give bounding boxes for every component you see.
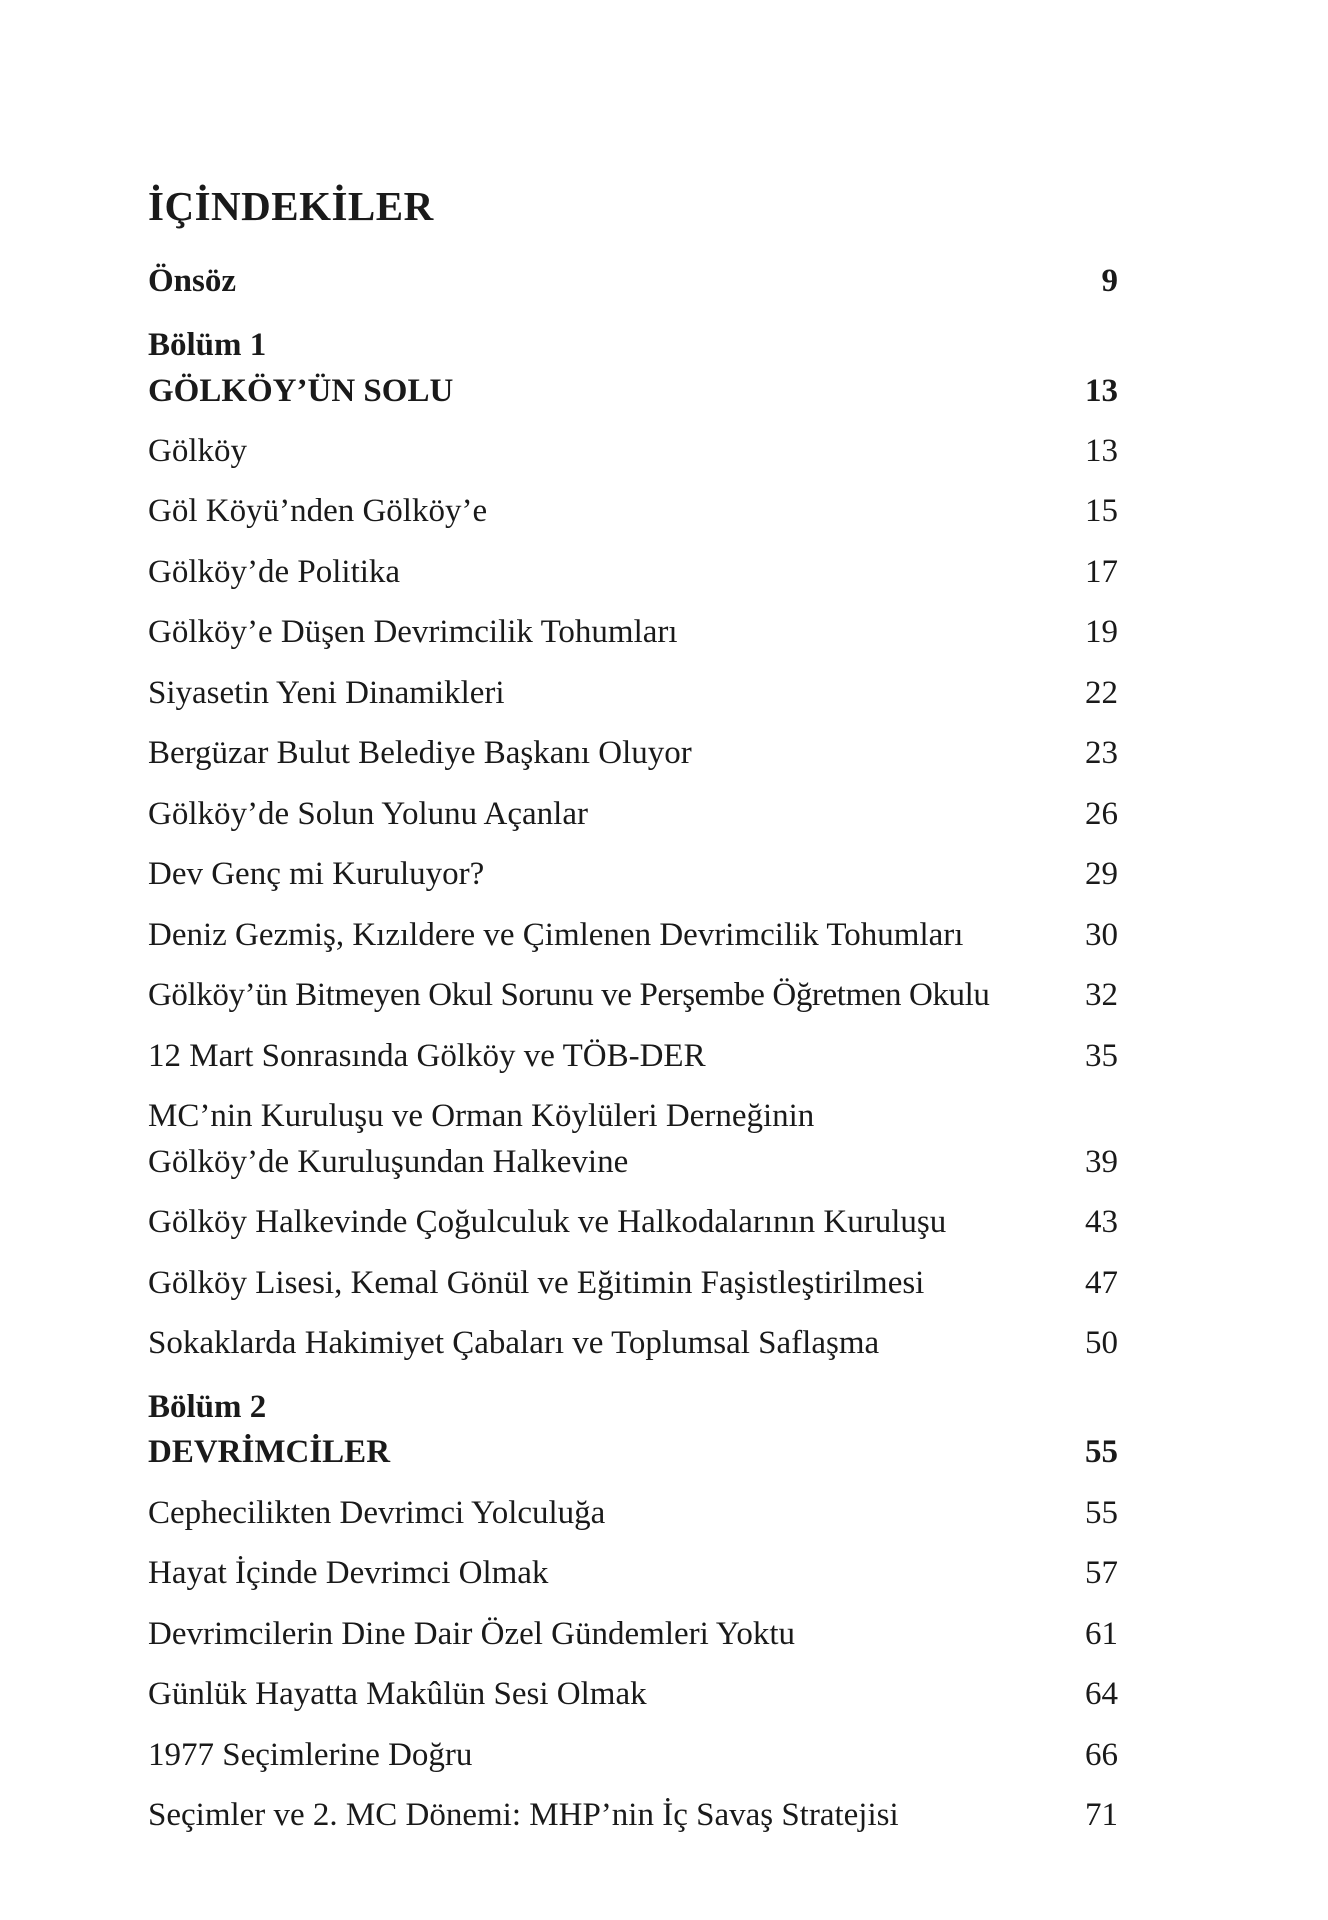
entry-title: 12 Mart Sonrasında Gölköy ve TÖB-DER (148, 1038, 706, 1074)
entry-page-number: 55 (1085, 1434, 1118, 1470)
page-title: İÇİNDEKİLER (148, 183, 434, 229)
entry-title: 1977 Seçimlerine Doğru (148, 1737, 473, 1773)
toc-entry-preface[interactable] (148, 258, 1148, 304)
entry-page-number: 66 (1085, 1737, 1118, 1773)
toc-entry[interactable] (148, 1671, 1148, 1717)
toc-entry[interactable] (148, 1033, 1148, 1079)
toc-entry[interactable] (148, 1199, 1148, 1245)
entry-title-line-1: MC’nin Kuruluşu ve Orman Köylüleri Derneğinin (148, 1098, 815, 1134)
entry-title-line-2: Gölköy’de Kuruluşundan Halkevine (148, 1144, 629, 1180)
entry-page-number: 15 (1085, 493, 1118, 529)
entry-title: Cephecilikten Devrimci Yolculuğa (148, 1495, 606, 1531)
toc-entry-multiline[interactable] (148, 1093, 1148, 1185)
entry-title: Gölköy’de Solun Yolunu Açanlar (148, 796, 588, 832)
toc-entry[interactable] (148, 1550, 1148, 1596)
part-title: DEVRİMCİLER (148, 1434, 391, 1470)
toc-entry[interactable] (148, 912, 1148, 958)
entry-title: Devrimcilerin Dine Dair Özel Gündemleri Yoktu (148, 1616, 796, 1652)
toc-entry[interactable] (148, 428, 1148, 474)
toc-entry[interactable] (148, 488, 1148, 534)
entry-title: Gölköy Halkevinde Çoğulculuk ve Halkodalarının Kuruluşu (148, 1204, 947, 1240)
entry-title: Önsöz (148, 263, 237, 299)
entry-page-number: 39 (1085, 1144, 1118, 1180)
entry-title: Hayat İçinde Devrimci Olmak (148, 1555, 549, 1591)
entry-title: Gölköy’ün Bitmeyen Okul Sorunu ve Perşembe Öğretmen Okulu (148, 977, 990, 1013)
entry-title: Bergüzar Bulut Belediye Başkanı Oluyor (148, 735, 692, 771)
toc-entry[interactable] (148, 972, 1148, 1018)
entry-page-number: 64 (1085, 1676, 1118, 1712)
toc-entry[interactable] (148, 1490, 1148, 1536)
entry-page-number: 32 (1085, 977, 1118, 1013)
entry-page-number: 19 (1085, 614, 1118, 650)
entry-title: Günlük Hayatta Makûlün Sesi Olmak (148, 1676, 647, 1712)
toc-entry[interactable] (148, 1260, 1148, 1306)
entry-page-number: 23 (1085, 735, 1118, 771)
entry-page-number: 71 (1085, 1797, 1118, 1833)
entry-page-number: 17 (1085, 554, 1118, 590)
part-title: GÖLKÖY’ÜN SOLU (148, 373, 454, 409)
part-label: Bölüm 2 (148, 1389, 267, 1425)
entry-page-number: 13 (1085, 373, 1118, 409)
toc-entry-part1[interactable] (148, 368, 1148, 414)
entry-title: Gölköy’e Düşen Devrimcilik Tohumları (148, 614, 678, 650)
entry-title: Seçimler ve 2. MC Dönemi: MHP’nin İç Savaş Stratejisi (148, 1797, 899, 1833)
entry-title: Gölköy (148, 433, 247, 469)
entry-page-number: 29 (1085, 856, 1118, 892)
toc-entry[interactable] (148, 670, 1148, 716)
entry-page-number: 57 (1085, 1555, 1118, 1591)
entry-page-number: 61 (1085, 1616, 1118, 1652)
entry-page-number: 30 (1085, 917, 1118, 953)
entry-page-number: 9 (1101, 263, 1118, 299)
toc-entry[interactable] (148, 851, 1148, 897)
entry-page-number: 55 (1085, 1495, 1118, 1531)
entry-title: Gölköy’de Politika (148, 554, 401, 590)
entry-page-number: 50 (1085, 1325, 1118, 1361)
toc-entry[interactable] (148, 791, 1148, 837)
entry-title: Deniz Gezmiş, Kızıldere ve Çimlenen Devrimcilik Tohumları (148, 917, 964, 953)
toc-entry-part2[interactable] (148, 1429, 1148, 1475)
entry-title: Gölköy Lisesi, Kemal Gönül ve Eğitimin Faşistleştirilmesi (148, 1265, 925, 1301)
entry-title: Siyasetin Yeni Dinamikleri (148, 675, 505, 711)
entry-title: Sokaklarda Hakimiyet Çabaları ve Toplumsal Saflaşma (148, 1325, 880, 1361)
toc-entry[interactable] (148, 730, 1148, 776)
entry-page-number: 26 (1085, 796, 1118, 832)
part-label: Bölüm 1 (148, 327, 267, 363)
toc-entry[interactable] (148, 1611, 1148, 1657)
entry-title: Göl Köyü’nden Gölköy’e (148, 493, 488, 529)
toc-entry[interactable] (148, 1320, 1148, 1366)
entry-title: Dev Genç mi Kuruluyor? (148, 856, 485, 892)
entry-page-number: 13 (1085, 433, 1118, 469)
toc-entry[interactable] (148, 609, 1148, 655)
entry-page-number: 47 (1085, 1265, 1118, 1301)
toc-entry[interactable] (148, 1732, 1148, 1778)
entry-page-number: 22 (1085, 675, 1118, 711)
toc-entry[interactable] (148, 549, 1148, 595)
entry-page-number: 35 (1085, 1038, 1118, 1074)
toc-entry[interactable] (148, 1792, 1148, 1838)
entry-page-number: 43 (1085, 1204, 1118, 1240)
